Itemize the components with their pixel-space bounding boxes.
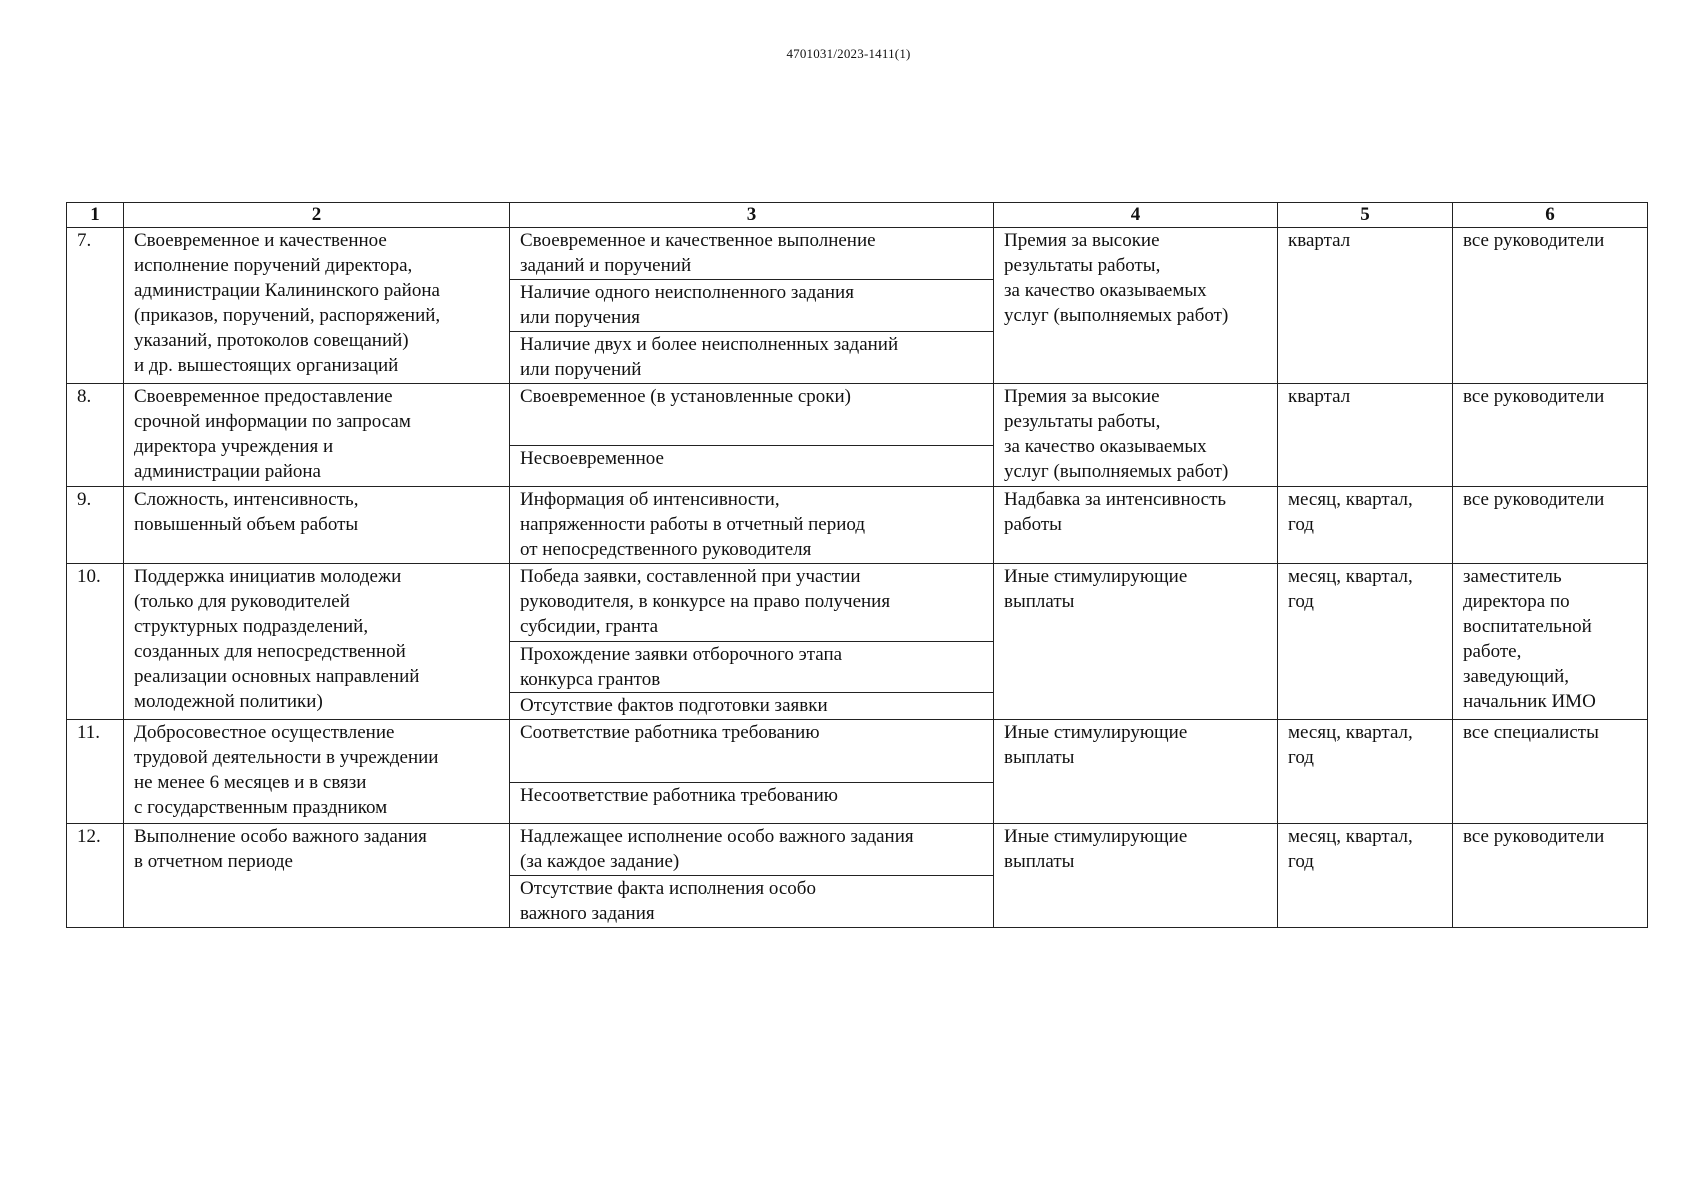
indicator-text: Своевременное и качественное выполнение заданий и поручений xyxy=(520,230,876,276)
row-number: 9. xyxy=(67,487,124,564)
indicator-text: Информация об интенсивности, напряженности работы в отчетный период от непосредственного руководителя xyxy=(520,489,866,560)
period: месяц, квартал, год xyxy=(1288,722,1413,768)
document-number: 4701031/2023-1411(1) xyxy=(786,46,911,61)
indicator-text: Отсутствие фактов подготовки заявки xyxy=(520,695,828,717)
indicator-text: Надлежащее исполнение особо важного задания (за каждое задание) xyxy=(520,826,914,872)
payment-type: Иные стимулирующие выплаты xyxy=(1004,566,1188,612)
indicator-text: Наличие двух и более неисполненных заданий или поручений xyxy=(520,334,899,380)
column-header: 4 xyxy=(994,203,1278,228)
payment-type: Иные стимулирующие выплаты xyxy=(1004,722,1188,768)
table-row xyxy=(67,487,1648,564)
column-header: 6 xyxy=(1453,203,1648,228)
indicator-text: Наличие одного неисполненного задания или поручения xyxy=(520,282,854,328)
column-header: 1 xyxy=(67,203,124,228)
recipients: все руководители xyxy=(1463,386,1605,407)
period: месяц, квартал, год xyxy=(1288,489,1413,535)
criterion-text: Добросовестное осуществление трудовой деятельности в учреждении не менее 6 месяцев и в связи с государственным праздником xyxy=(134,722,439,818)
period: квартал xyxy=(1288,386,1351,407)
recipients: все руководители xyxy=(1463,826,1605,847)
period: месяц, квартал, год xyxy=(1288,566,1413,612)
criteria-table xyxy=(66,202,1648,928)
recipients: все специалисты xyxy=(1463,722,1599,743)
row-number: 11. xyxy=(67,720,124,824)
indicator-text: Отсутствие факта исполнения особо важного задания xyxy=(520,878,816,924)
period: квартал xyxy=(1288,230,1351,251)
payment-type: Надбавка за интенсивность работы xyxy=(1004,489,1227,535)
criterion-text: Поддержка инициатив молодежи (только для руководителей структурных подразделений, созданных для непосредственной реализации основных направлений молодежной политики) xyxy=(134,566,420,712)
payment-type: Премия за высокие результаты работы, за качество оказываемых услуг (выполняемых работ) xyxy=(1004,386,1229,482)
table-row xyxy=(67,720,1648,824)
criterion-text: Сложность, интенсивность, повышенный объем работы xyxy=(134,489,359,535)
criterion-text: Своевременное и качественное исполнение поручений директора, администрации Калининского района (приказов, поручений, распоряжений, указаний, протоколов совещаний) и др. вышестоящих организаций xyxy=(134,230,441,376)
row-number: 7. xyxy=(67,228,124,384)
table-row xyxy=(67,564,1648,720)
payment-type: Премия за высокие результаты работы, за качество оказываемых услуг (выполняемых работ) xyxy=(1004,230,1229,326)
payment-type: Иные стимулирующие выплаты xyxy=(1004,826,1188,872)
column-header: 3 xyxy=(510,203,994,228)
indicator-text: Своевременное (в установленные сроки) xyxy=(520,386,851,407)
recipients: заместитель директора по воспитательной работе, заведующий, начальник ИМО xyxy=(1463,566,1596,712)
recipients: все руководители xyxy=(1463,489,1605,510)
criterion-text: Выполнение особо важного задания в отчетном периоде xyxy=(134,826,427,872)
header-row xyxy=(67,203,1648,228)
criterion-text: Своевременное предоставление срочной информации по запросам директора учреждения и администрации района xyxy=(134,386,411,482)
row-number: 8. xyxy=(67,384,124,487)
column-header: 2 xyxy=(124,203,510,228)
table-row xyxy=(67,228,1648,384)
indicator-text: Соответствие работника требованию xyxy=(520,722,820,743)
indicator-text: Прохождение заявки отборочного этапа конкурса грантов xyxy=(520,643,843,690)
indicator-text: Несоответствие работника требованию xyxy=(520,784,838,806)
recipients: все руководители xyxy=(1463,230,1605,251)
table-row xyxy=(67,824,1648,928)
row-number: 12. xyxy=(67,824,124,928)
indicator-text: Несвоевременное xyxy=(520,448,664,469)
period: месяц, квартал, год xyxy=(1288,826,1413,872)
row-number: 10. xyxy=(67,564,124,720)
table-row xyxy=(67,384,1648,487)
indicator-text: Победа заявки, составленной при участии руководителя, в конкурсе на право получения субсидии, гранта xyxy=(520,566,891,637)
column-header: 5 xyxy=(1278,203,1453,228)
